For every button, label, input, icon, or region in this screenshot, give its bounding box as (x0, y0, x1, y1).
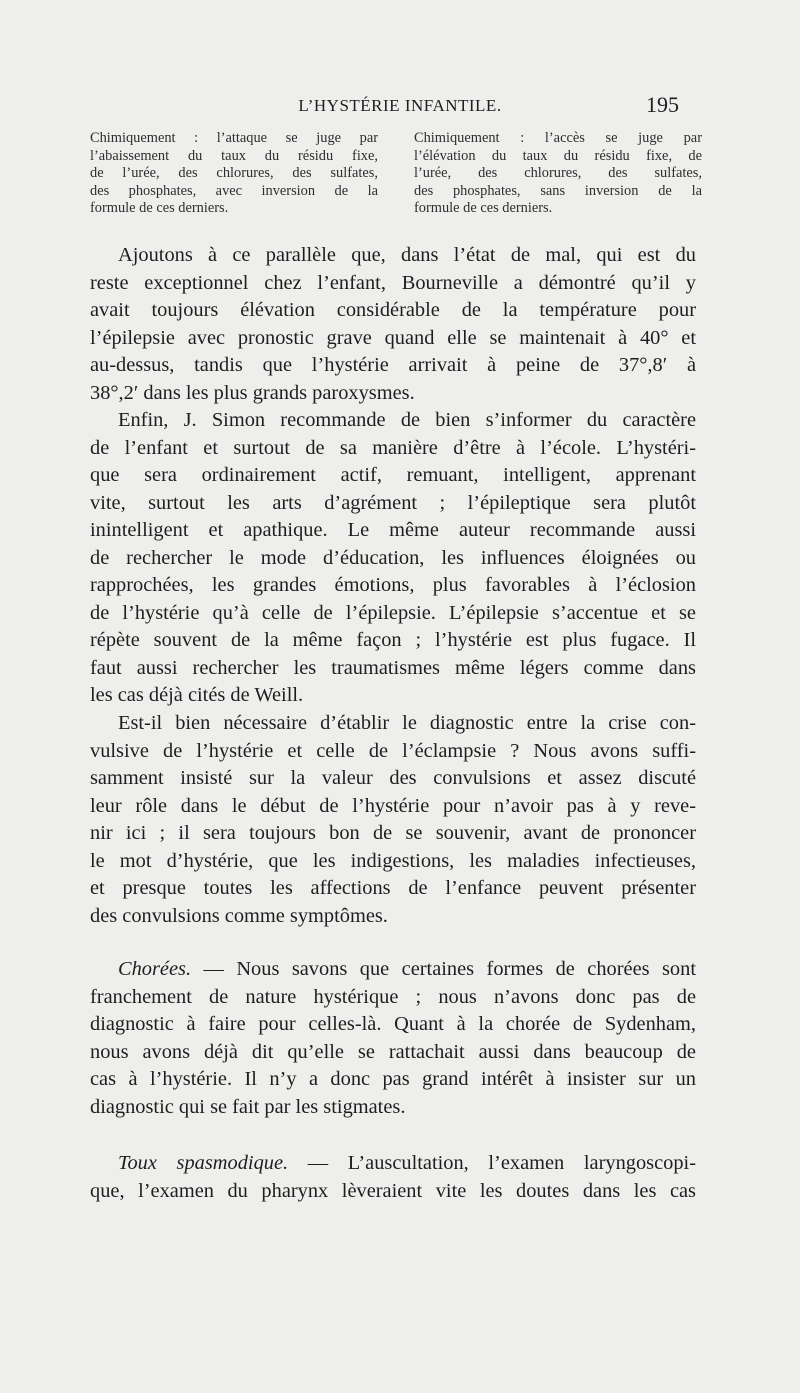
text-line: et presque toutes les affections de l’enfance peuvent présenter (90, 877, 696, 899)
table-line: de l’urée, des chlorures, des sulfates, (90, 165, 378, 182)
text-line: vulsive de l’hystérie et celle de l’éclampsie ? Nous avons suffi- (90, 739, 696, 762)
paragraph-temperature (90, 242, 696, 407)
text-line: Enfin, J. Simon recommande de bien s’informer du caractère (118, 409, 696, 431)
text-line: vite, surtout les arts d’agrément ; l’épileptique sera plutôt (90, 491, 696, 514)
table-line: formule de ces derniers. (90, 200, 229, 217)
text-line (90, 1150, 696, 1178)
running-title: L’HYSTÉRIE INFANTILE. (298, 96, 502, 115)
table-line: Chimiquement : l’accès se juge par (414, 130, 702, 146)
text-line (90, 956, 696, 984)
text-line: diagnostic qui se fait par les stigmates. (90, 1095, 406, 1118)
text-line: répète souvent de la même façon ; l’hystérie est plus fugace. Il (90, 629, 696, 651)
section-heading-toux: Toux spasmodique. (118, 1152, 289, 1174)
text-span: — Nous savons que certaines formes de chorées sont (191, 958, 696, 980)
table-line: formule de ces derniers. (414, 200, 553, 217)
text-line: 38°,2′ dans les plus grands paroxysmes. (90, 381, 415, 404)
text-line: avait toujours élévation considérable de la température pour (90, 299, 696, 321)
text-line: reste exceptionnel chez l’enfant, Bourneville a démontré qu’il y (90, 271, 696, 294)
table-line: des phosphates, avec inversion de la (90, 182, 378, 199)
text-line: Est-il bien nécessaire d’établir le diagnostic entre la crise con- (118, 712, 696, 734)
text-line: de rechercher le mode d’éducation, les influences éloignées ou (90, 546, 696, 569)
text-line: diagnostic à faire pour celles-là. Quant à la chorée de Sydenham, (90, 1013, 696, 1035)
text-line: faut aussi rechercher les traumatismes même légers comme dans (90, 656, 696, 679)
text-line: les cas déjà cités de Weill. (90, 684, 304, 706)
text-line: cas à l’hystérie. Il n’y a donc pas grand intérêt à insister sur un (90, 1068, 696, 1090)
text-line: que sera ordinairement actif, remuant, intelligent, apprenant (90, 464, 696, 486)
page-number: 195 (646, 92, 679, 117)
table-line: Chimiquement : l’attaque se juge par (90, 130, 378, 146)
text-line: rapprochées, les grandes émotions, plus favorables à l’éclosion (90, 574, 696, 596)
text-line: que, l’examen du pharynx lèveraient vite les doutes dans les cas (90, 1179, 696, 1202)
table-line: l’élévation du taux du résidu fixe, de (414, 147, 702, 164)
text-line: samment insisté sur la valeur des convulsions et assez discuté (90, 767, 696, 789)
comparison-right-column (414, 130, 702, 218)
paragraph-toux-spasmodique (90, 1150, 696, 1205)
text-line: de l’enfant et surtout de sa manière d’être à l’école. L’hystéri- (90, 436, 696, 459)
text-line: franchement de nature hystérique ; nous n’avons donc pas de (90, 985, 696, 1008)
table-line: l’urée, des chlorures, des sulfates, (414, 165, 702, 182)
text-line: au-dessus, tandis que l’hystérie arrivait à peine de 37°,8′ à (90, 354, 696, 376)
text-line: le mot d’hystérie, que les indigestions, les maladies infectieuses, (90, 849, 696, 872)
text-line: des convulsions comme symptômes. (90, 904, 388, 927)
text-line: nir ici ; il sera toujours bon de se souvenir, avant de prononcer (90, 822, 696, 844)
text-line: Ajoutons à ce parallèle que, dans l’état de mal, qui est du (118, 244, 696, 266)
text-line: de l’hystérie qu’à celle de l’épilepsie. L’épilepsie s’accentue et se (90, 601, 696, 624)
table-line: des phosphates, sans inversion de la (414, 182, 702, 199)
text-line: nous avons déjà dit qu’elle se rattachait aussi dans beaucoup de (90, 1040, 696, 1063)
comparison-left-column (90, 130, 378, 218)
text-line: leur rôle dans le début de l’hystérie pour n’avoir pas à y reve- (90, 794, 696, 817)
text-span: — L’auscultation, l’examen laryngoscopi- (288, 1152, 696, 1174)
paragraph-character (90, 407, 696, 710)
text-line: l’épilepsie avec pronostic grave quand elle se maintenait à 40° et (90, 326, 696, 349)
text-line: inintelligent et apathique. Le même auteur recommande aussi (90, 519, 696, 541)
section-heading-chorees: Chorées. (118, 958, 192, 980)
paragraph-eclampsia (90, 710, 696, 930)
table-line: l’abaissement du taux du résidu fixe, (90, 147, 378, 164)
paragraph-chorees (90, 956, 696, 1121)
